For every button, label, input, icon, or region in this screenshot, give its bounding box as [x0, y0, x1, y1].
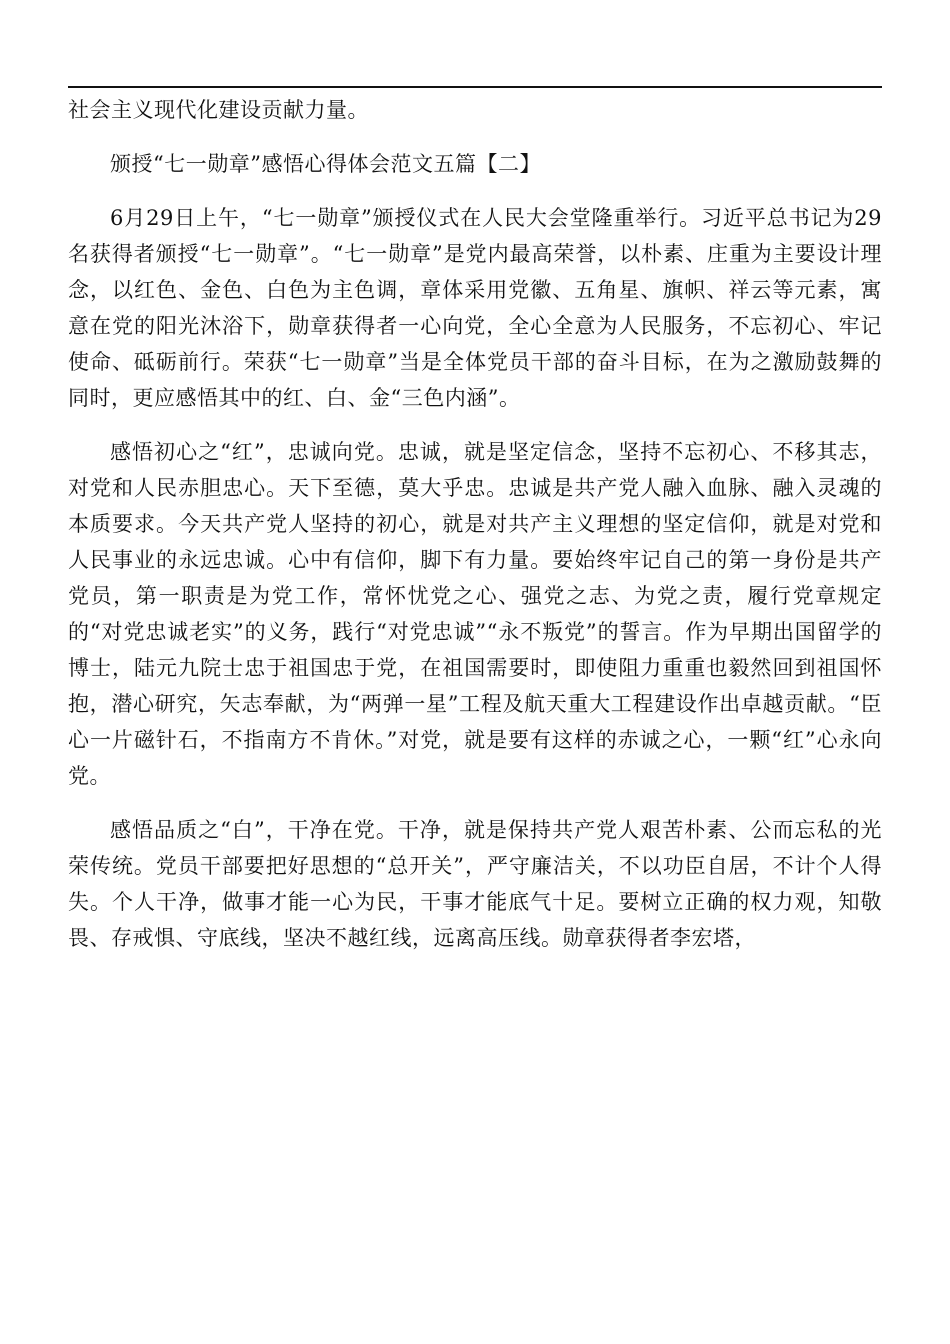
- paragraph-white-integrity: 感悟品质之“白”，干净在党。干净，就是保持共产党人艰苦朴素、公而忘私的光荣传统。党员干部要把好思想的“总开关”，严守廉洁关，不以功臣自居，不计个人得失。个人干净，做事才能一心为民，干事才能底气十足。要树立正确的权力观，知敬畏、存戒惧、守底线，坚决不越红线，远离高压线。勋章获得者李宏塔，: [68, 818, 882, 950]
- paragraph-intro: 6月29日上午，“七一勋章”颁授仪式在人民大会堂隆重举行。习近平总书记为29名获得者颁授“七一勋章”。“七一勋章”是党内最高荣誉，以朴素、庄重为主要设计理念，以红色、金色、白色为主色调，章体采用党徽、五角星、旗帜、祥云等元素，寓意在党的阳光沐浴下，勋章获得者一心向党，全心全意为人民服务，不忘初心、牢记使命、砥砺前行。荣获“七一勋章”当是全体党员干部的奋斗目标，在为之激励鼓舞的同时，更应感悟其中的红、白、金“三色内涵”。: [68, 206, 882, 410]
- header-rule: [68, 86, 882, 88]
- paragraph-red-loyalty: 感悟初心之“红”，忠诚向党。忠诚，就是坚定信念，坚持不忘初心、不移其志，对党和人民赤胆忠心。天下至德，莫大乎忠。忠诚是共产党人融入血脉、融入灵魂的本质要求。今天共产党人坚持的初心，就是对共产主义理想的坚定信仰，就是对党和人民事业的永远忠诚。心中有信仰，脚下有力量。要始终牢记自己的第一身份是共产党员，第一职责是为党工作，常怀忧党之心、强党之志、为党之责，履行党章规定的“对党忠诚老实”的义务，践行“对党忠诚”“永不叛党”的誓言。作为早期出国留学的博士，陆元九院士忠于祖国忠于党，在祖国需要时，即使阻力重重也毅然回到祖国怀抱，潜心研究，矢志奉献，为“两弹一星”工程及航天重大工程建设作出卓越贡献。“臣心一片磁针石，不指南方不肯休。”对党，就是要有这样的赤诚之心，一颗“红”心永向党。: [68, 440, 882, 788]
- document-body: [68, 92, 882, 956]
- section-heading: 颁授“七一勋章”感悟心得体会范文五篇【二】: [110, 152, 541, 176]
- continuation-line: 社会主义现代化建设贡献力量。: [68, 98, 369, 122]
